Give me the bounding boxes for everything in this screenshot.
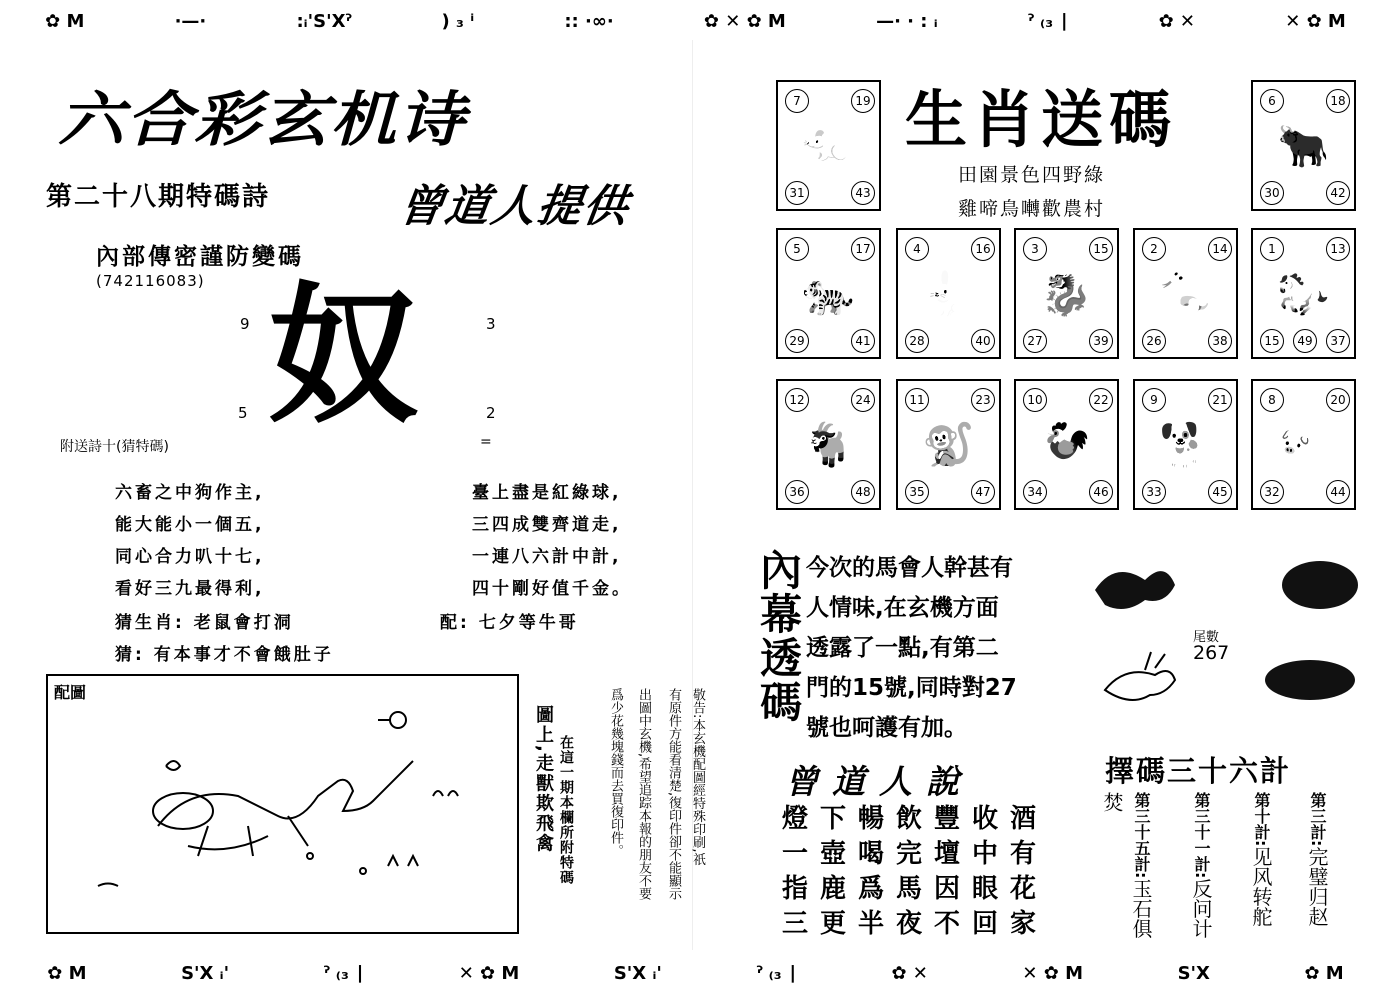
card-number: 21: [1208, 388, 1232, 412]
tail-value: 267: [1193, 642, 1230, 664]
card-number: 31: [785, 181, 809, 205]
card-number: 26: [1142, 329, 1166, 353]
rooster-icon: 🐓: [1040, 419, 1093, 469]
card-number: 4: [905, 237, 929, 261]
top-border: [0, 6, 1391, 36]
bottom-border: [0, 958, 1391, 988]
card-number: 7: [785, 89, 809, 113]
horse-icon: 🐎: [1277, 268, 1330, 318]
card-number: 44: [1326, 480, 1350, 504]
zeng-poem-2: 一壺喝完壇中有: [782, 839, 1049, 869]
inside-text-4: 門的15號,同時對27: [806, 675, 1017, 701]
card-number: 16: [971, 237, 995, 261]
inside-text-1: 今次的馬會人幹甚有: [806, 555, 1013, 581]
card-number: 29: [785, 329, 809, 353]
poem-left-3: 同心合力叭十七,: [115, 547, 265, 567]
vertical-note-3: 敬告:本玄機配圖經特殊印刷,祇: [690, 688, 705, 866]
card-number: 1: [1260, 237, 1284, 261]
border-ornament: ✿ M: [47, 962, 87, 984]
corner-number-br: 2: [486, 404, 496, 422]
strategy-3: [1187, 792, 1216, 952]
zeng-poem-1: 燈下暢飲豐收酒: [782, 804, 1049, 834]
border-ornament: —· · : ᵢ: [876, 10, 938, 32]
guess-line: 猜: 有本事才不會餓肚子: [115, 645, 334, 665]
card-number: 35: [905, 480, 929, 504]
vertical-note-6: 爲少花幾塊錢而去買復印件。: [608, 688, 623, 857]
border-ornament: ✿ M: [1304, 962, 1344, 984]
inside-text-3: 透露了一點,有第二: [806, 635, 999, 661]
border-ornament: ˀ ₍₃ ∣: [323, 962, 365, 984]
border-ornament: ✕ ✿ M: [458, 962, 520, 984]
card-number: 34: [1023, 480, 1047, 504]
poem-right-4: 四十剛好值千金。: [472, 579, 632, 599]
picture-box: [46, 674, 519, 934]
card-number: 38: [1208, 329, 1232, 353]
card-number: 15: [1260, 329, 1284, 353]
strategy-title: 擇碼三十六計: [1105, 754, 1292, 788]
zodiac-card-rat: [776, 80, 881, 211]
zodiac-card-rabbit: [896, 228, 1001, 359]
zodiac-card-goat: [776, 379, 881, 510]
card-number: 11: [905, 388, 929, 412]
zodiac-title: 生肖送碼: [905, 83, 1178, 156]
card-number: 9: [1142, 388, 1166, 412]
card-number: 36: [785, 480, 809, 504]
inside-text-2: 人情味,在玄機方面: [806, 595, 999, 621]
card-number: 5: [785, 237, 809, 261]
snake-icon: 🐍: [1159, 268, 1212, 318]
strategy-1: [1303, 792, 1332, 952]
internal-note: 內部傳密謹防變碼: [96, 243, 304, 270]
strategy-3-text: 反问计: [1189, 878, 1213, 939]
border-ornament: ✿ M: [45, 10, 85, 32]
card-number: 40: [971, 329, 995, 353]
guess-zodiac: 猜生肖: 老鼠會打洞: [115, 613, 294, 633]
card-number: 22: [1089, 388, 1113, 412]
issue-title: 第二十八期特碼詩: [46, 182, 271, 212]
border-ornament: ✕ ✿ M: [1285, 10, 1346, 32]
border-ornament: S'X ᵢ': [613, 962, 662, 984]
poem-right-3: 一連八六計中計,: [472, 547, 622, 567]
card-number: 37: [1326, 329, 1350, 353]
inside-text-5: 號也呵護有加。: [806, 715, 967, 741]
border-ornament: ✿ ✕: [1158, 10, 1196, 32]
card-number: 39: [1089, 329, 1113, 353]
decorative-animals: [1085, 550, 1375, 730]
border-ornament: S'X ᵢ': [181, 962, 230, 984]
card-number: 41: [851, 329, 875, 353]
card-number: 49: [1293, 329, 1317, 353]
goat-icon: 🐐: [802, 419, 855, 469]
border-ornament: ) ₃ ⁱ: [441, 10, 475, 32]
strategy-4-num: 第三十五計:: [1132, 792, 1151, 879]
card-number: 24: [851, 388, 875, 412]
poem-right-1: 臺上盡是紅綠球,: [472, 483, 622, 503]
corner-number-tl: 9: [240, 315, 250, 333]
poem-left-1: 六畜之中狗作主,: [115, 483, 265, 503]
zodiac-card-horse: [1251, 228, 1356, 359]
card-number: 42: [1326, 181, 1350, 205]
corner-number-bl: 5: [238, 404, 248, 422]
card-number: 15: [1089, 237, 1113, 261]
zodiac-card-pig: [1251, 379, 1356, 510]
vertical-note-1: 在這一期本欄所附特碼: [558, 735, 574, 885]
border-ornament: :: ·∞·: [564, 10, 614, 32]
phone-number: (742116083): [96, 272, 205, 290]
zodiac-subtitle-2: 雞啼鳥囀歡農村: [958, 198, 1106, 220]
card-number: 32: [1260, 480, 1284, 504]
picture-label: 配圖: [54, 683, 87, 702]
zodiac-card-tiger: [776, 228, 881, 359]
card-number: 46: [1089, 480, 1113, 504]
card-number: 23: [971, 388, 995, 412]
border-ornament: ✕ ✿ M: [1022, 962, 1084, 984]
card-number: 6: [1260, 89, 1284, 113]
gift-eq: =: [480, 434, 492, 450]
vertical-note-5: 出圖中玄機,希望追踪本報的朋友不要: [636, 688, 651, 901]
zodiac-card-dragon: [1014, 228, 1119, 359]
tiger-illustration: [48, 676, 517, 932]
strategy-1-num: 第三計:: [1308, 792, 1327, 847]
dragon-icon: 🐉: [1040, 268, 1093, 318]
poem-right-2: 三四成雙齊道走,: [472, 515, 622, 535]
strategy-1-text: 完璧归赵: [1305, 846, 1329, 927]
zodiac-subtitle-1: 田園景色四野綠: [958, 164, 1106, 186]
card-number: 17: [851, 237, 875, 261]
card-number: 30: [1260, 181, 1284, 205]
strategy-2: [1247, 792, 1276, 952]
card-number: 13: [1326, 237, 1350, 261]
card-number: 12: [785, 388, 809, 412]
card-number: 27: [1023, 329, 1047, 353]
big-character: 奴: [268, 270, 419, 444]
rat-icon: 🐀: [802, 120, 855, 170]
strategy-2-num: 第十計:: [1252, 792, 1271, 847]
provider-title: 曾道人提供: [395, 181, 633, 232]
match-line: 配: 七夕等牛哥: [440, 613, 579, 633]
ox-icon: 🐂: [1277, 120, 1330, 170]
zodiac-card-rooster: [1014, 379, 1119, 510]
zeng-poem-3: 指鹿爲馬因眼花: [782, 874, 1049, 904]
vertical-note-2: 圖上,走獸欺飛禽: [533, 705, 554, 854]
inside-label: 內幕透碼: [754, 548, 803, 724]
card-number: 18: [1326, 89, 1350, 113]
zeng-title: 曾道人說: [785, 762, 973, 801]
border-ornament: ✿ ✕: [891, 962, 928, 984]
border-ornament: :ᵢ'S'Xˀ: [296, 10, 352, 32]
tiger-icon: 🐅: [802, 268, 855, 318]
card-number: 14: [1208, 237, 1232, 261]
card-number: 48: [851, 480, 875, 504]
card-number: 33: [1142, 480, 1166, 504]
dog-icon: 🐕: [1159, 419, 1212, 469]
border-ornament: ˀ ₍₃ ∣: [756, 962, 797, 984]
zodiac-card-dog: [1133, 379, 1238, 510]
card-number: 10: [1023, 388, 1047, 412]
border-ornament: ·—·: [174, 10, 207, 32]
inside-text-block: [806, 548, 1076, 748]
border-ornament: S'X: [1177, 962, 1210, 984]
strategy-3-num: 第三十一計:: [1192, 792, 1211, 879]
card-number: 43: [851, 181, 875, 205]
pig-icon: 🐖: [1277, 419, 1330, 469]
border-ornament: ˀ ₍₃ ∣: [1027, 10, 1069, 32]
poem-left-4: 看好三九最得利,: [115, 579, 265, 599]
card-number: 3: [1023, 237, 1047, 261]
strategy-4: [1098, 792, 1156, 952]
strategy-2-text: 见风转舵: [1249, 846, 1273, 927]
zodiac-card-ox: [1251, 80, 1356, 211]
strategy-columns: [1100, 792, 1332, 952]
card-number: 20: [1326, 388, 1350, 412]
strategy-4-text: 玉石俱焚: [1100, 792, 1153, 939]
zodiac-card-snake: [1133, 228, 1238, 359]
monkey-icon: 🐒: [922, 419, 975, 469]
zeng-poem-4: 三更半夜不回家: [782, 909, 1049, 939]
rabbit-icon: 🐇: [922, 268, 975, 318]
card-number: 2: [1142, 237, 1166, 261]
corner-number-tr: 3: [486, 315, 496, 333]
card-number: 19: [851, 89, 875, 113]
gift-line: 附送詩十(猜特碼): [60, 439, 169, 455]
card-number: 28: [905, 329, 929, 353]
poem-left-2: 能大能小一個五,: [115, 515, 265, 535]
card-number: 45: [1208, 480, 1232, 504]
border-ornament: ✿ ✕ ✿ M: [703, 10, 786, 32]
card-number: 47: [971, 480, 995, 504]
zodiac-card-monkey: [896, 379, 1001, 510]
tail-label: 尾數: [1193, 630, 1220, 645]
vertical-note-4: 有原件方能看清楚,復印件卻不能顯示: [666, 688, 681, 901]
card-number: 8: [1260, 388, 1284, 412]
main-title: 六合彩玄机诗: [58, 84, 466, 155]
